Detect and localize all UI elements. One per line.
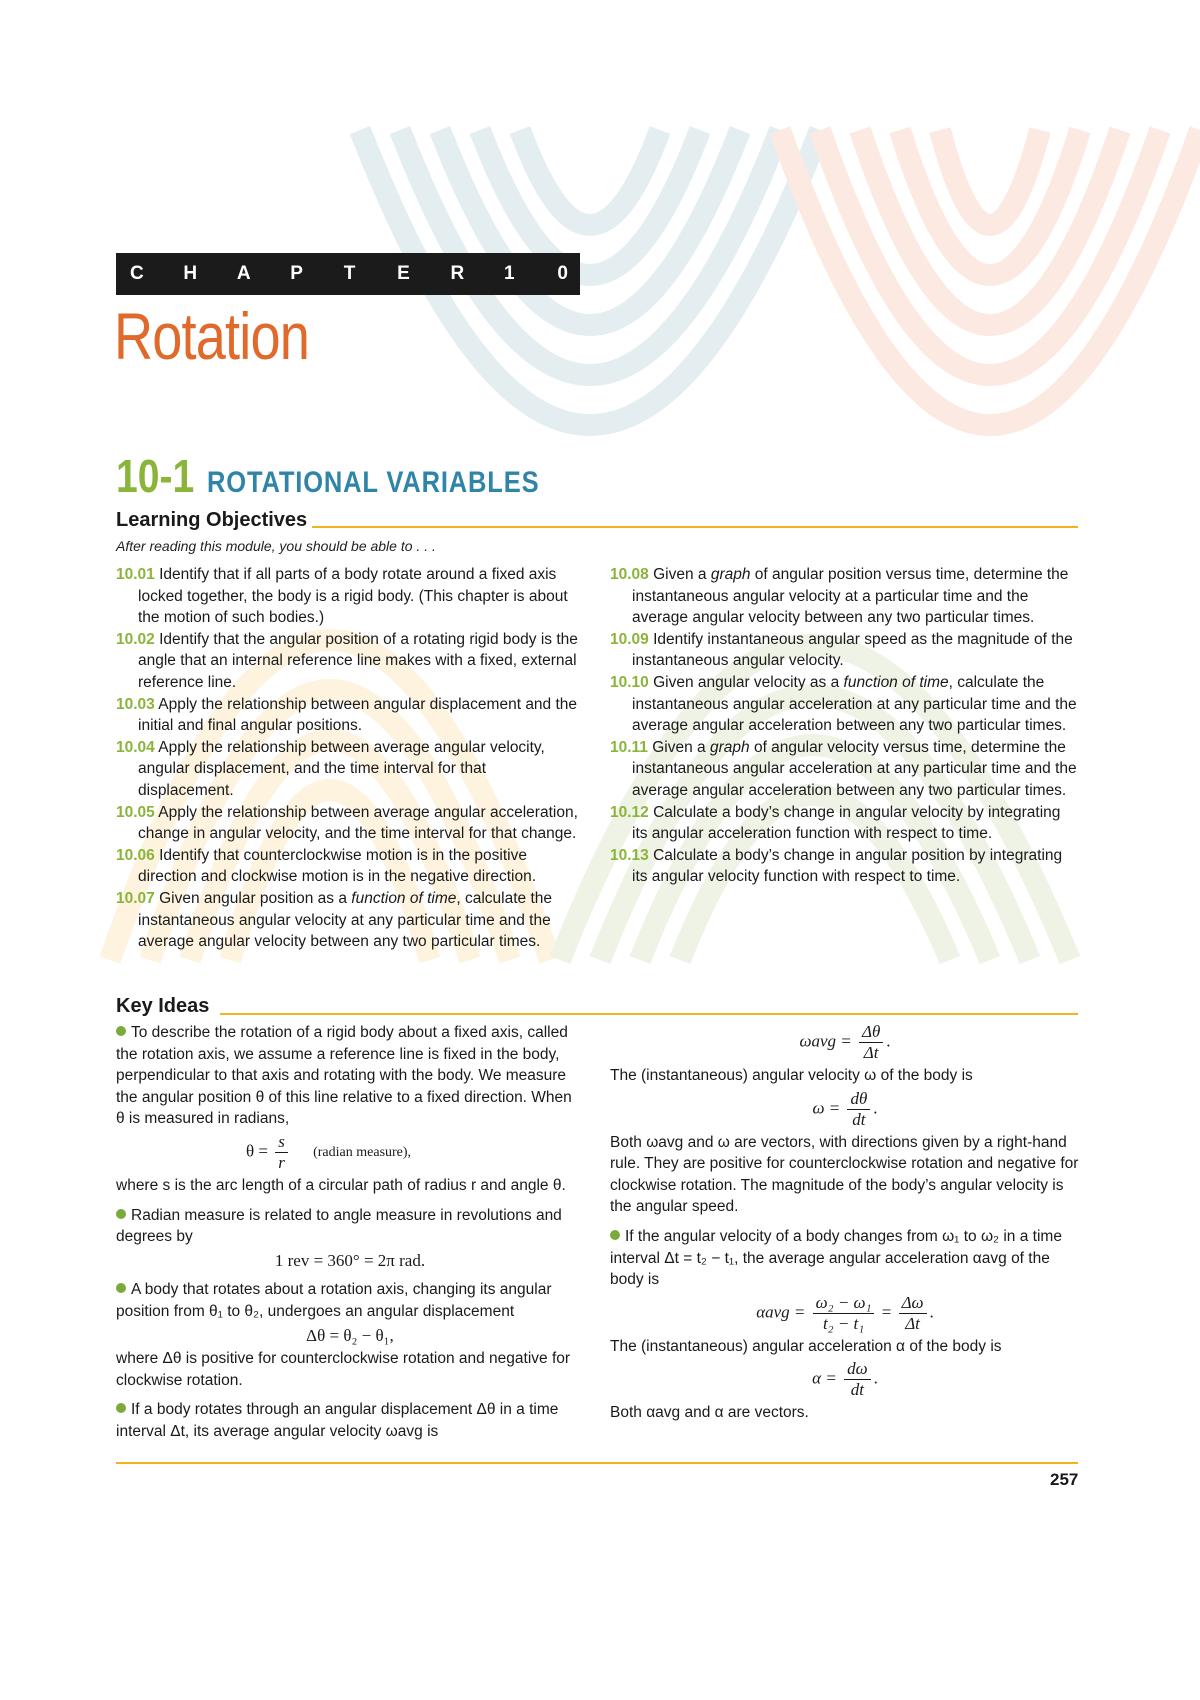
objective-item: 10.03 Apply the relationship between angular displacement and the initial and final angular positions.: [116, 695, 578, 735]
chapter-letter: R: [450, 263, 465, 284]
objective-item: 10.12 Calculate a body’s change in angular velocity by integrating its angular acceleration function with respect to time.: [610, 803, 1061, 843]
objective-item: 10.10 Given angular velocity as a function of time, calculate the instantaneous angular acceleration at any particular time and the average angular acceleration between any two particular times.: [610, 673, 1077, 735]
equation-radian: θ = $\frac{s}{r}$ (radian measure),: [246, 1131, 412, 1172]
chapter-letter: E: [397, 263, 410, 284]
section-heading: [116, 449, 598, 503]
objectives-left-column: [116, 564, 586, 953]
chapter-letter: H: [183, 263, 198, 284]
key-idea-paragraph: Both ωavg and ω are vectors, with directions given by a right-hand rule. They are positive for counterclockwise rotation and negative for clockwise rotation. The magnitude of the body’s angular velocity is the angular speed.: [610, 1133, 1079, 1216]
chapter-letter: A: [236, 263, 251, 284]
learning-objectives-intro: After reading this module, you should be able to . . .: [116, 538, 436, 554]
chapter-letter: C: [130, 263, 144, 284]
page-number: 257: [1050, 1470, 1079, 1489]
key-ideas-heading: Key Ideas: [116, 995, 210, 1017]
key-ideas-right-column: [610, 1022, 1080, 1424]
objective-item: 10.02 Identify that the angular position of a rotating rigid body is the angle that an internal reference line makes with a fixed, external reference line.: [116, 630, 578, 691]
objective-item: 10.13 Calculate a body’s change in angular position by integrating its angular velocity function with respect to time.: [610, 846, 1063, 886]
chapter-letter: 0: [557, 263, 568, 284]
objective-item: 10.08 Given a graph of angular position versus time, determine the instantaneous angular velocity at a particular time and the average angular velocity between any two particular times.: [610, 566, 1069, 627]
key-idea-paragraph: Radian measure is related to angle measure in revolutions and degrees by: [116, 1206, 562, 1246]
bullet-icon: [116, 1403, 126, 1413]
chapter-letter: P: [290, 263, 303, 284]
equation-average-angular-velocity: ωavg = $\frac{\Delta\theta}{\Delta t}$ .: [799, 1022, 891, 1062]
bullet-icon: [610, 1230, 620, 1240]
objective-item: 10.07 Given angular position as a function of time, calculate the instantaneous angular velocity at any particular time and the average angular velocity between any two particular times.: [116, 889, 553, 951]
objective-item: 10.04 Apply the relationship between average angular velocity, angular displacement, and the time interval for that displacement.: [116, 738, 545, 799]
key-idea-paragraph: The (instantaneous) angular acceleration α of the body is: [610, 1337, 1002, 1355]
key-idea-paragraph: where s is the arc length of a circular path of radius r and angle θ.: [116, 1176, 566, 1194]
chapter-title: Rotation: [114, 299, 310, 373]
heading-rule: [220, 1013, 1078, 1015]
heading-rule: [312, 526, 1078, 528]
bullet-icon: [116, 1283, 126, 1293]
equation-angular-velocity: ω = $\frac{d\theta}{dt}$ .: [812, 1088, 878, 1129]
key-idea-paragraph: To describe the rotation of a rigid body about a fixed axis, called the rotation axis, we assume a reference line is fixed in the body, perpendicular to that axis and rotating with the body. We measure the angular position θ of this line relative to a fixed direction. When θ is measured in radians,: [116, 1024, 572, 1128]
key-idea-paragraph: If the angular velocity of a body changes from ω₁ to ω₂ in a time interval Δt = t₂ − t₁, the average angular acceleration αavg of the body is: [610, 1227, 1062, 1289]
key-idea-paragraph: A body that rotates about a rotation axis, changing its angular position from θ₁ to θ₂, undergoes an angular displacement: [116, 1281, 552, 1320]
objective-item: 10.11 Given a graph of angular velocity versus time, determine the instantaneous angular acceleration at any particular time and the average angular acceleration between any two particular times.: [610, 738, 1077, 799]
section-title: ROTATIONAL VARIABLES: [206, 466, 539, 499]
section-number: 10-1: [116, 450, 195, 502]
chapter-label-bar: [116, 253, 580, 295]
chapter-letter: 1: [503, 263, 515, 284]
key-idea-paragraph: where Δθ is positive for counterclockwise rotation and negative for clockwise rotation.: [116, 1350, 571, 1389]
objective-item: 10.09 Identify instantaneous angular speed as the magnitude of the instantaneous angular velocity.: [610, 630, 1073, 670]
objective-item: 10.05 Apply the relationship between average angular acceleration, change in angular velocity, and the time interval for that change.: [116, 803, 578, 843]
equation-revolution: 1 rev = 360° = 2π rad.: [274, 1250, 426, 1270]
objective-item: 10.01 Identify that if all parts of a body rotate around a fixed axis locked together, the body is a rigid body. (This chapter is about the motion of such bodies.): [116, 566, 568, 627]
chapter-letter: T: [343, 263, 356, 284]
key-idea-paragraph: The (instantaneous) angular velocity ω of the body is: [610, 1067, 973, 1084]
learning-objectives-heading: Learning Objectives: [116, 509, 308, 531]
bullet-icon: [116, 1209, 126, 1219]
bullet-icon: [116, 1026, 126, 1036]
key-idea-paragraph: Both αavg and α are vectors.: [610, 1404, 809, 1422]
bottom-rule: [116, 1462, 1078, 1464]
key-idea-paragraph: If a body rotates through an angular displacement Δθ in a time interval Δt, its average angular velocity ωavg is: [116, 1401, 559, 1440]
objective-item: 10.06 Identify that counterclockwise motion is in the positive direction and clockwise motion is in the negative direction.: [116, 846, 537, 886]
objectives-right-column: [610, 564, 1080, 888]
equation-average-angular-acceleration: αavg = $\frac{\text{ω₂ − ω₁}}{\text{t₂ − t₁}}$ = $\frac{\Delta\omega}{\Delta t}$ .: [756, 1292, 934, 1333]
equation-angular-acceleration: α = $\frac{d\omega}{dt}$ .: [812, 1359, 878, 1400]
key-ideas-left-column: [116, 1022, 584, 1443]
equation-displacement: Δθ = θ₂ − θ₁,: [306, 1325, 394, 1345]
